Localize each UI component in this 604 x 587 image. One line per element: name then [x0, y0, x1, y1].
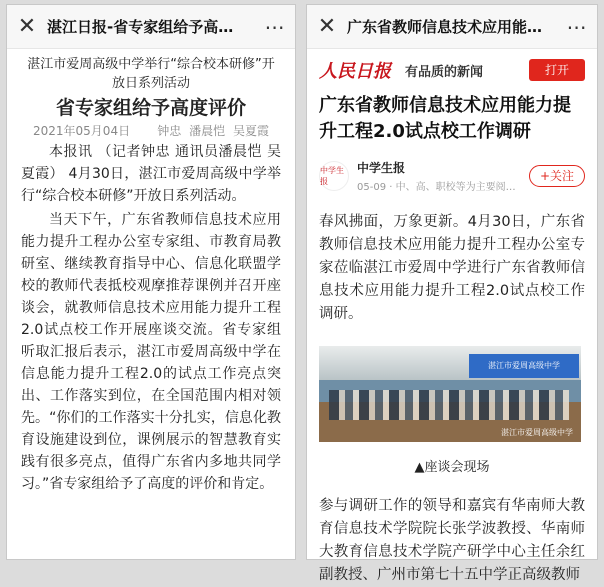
author-name: 潘晨恺 [189, 124, 226, 138]
photo-attendees [329, 390, 569, 420]
app-banner [319, 51, 585, 89]
open-app-button[interactable]: 打开 [529, 59, 585, 81]
author-name: 钟忠 [157, 124, 182, 138]
article-headline: 广东省教师信息技术应用能力提升工程2.0试点校工作调研 [319, 95, 571, 142]
article-date: 2021年05月04日 [33, 124, 131, 138]
left-article-screen [6, 4, 296, 560]
photo-caption: ▲座谈会现场 [414, 460, 490, 475]
article-authors [153, 122, 269, 139]
article-body [307, 51, 597, 587]
follow-button[interactable]: +关注 [529, 165, 585, 187]
more-icon[interactable]: ⋯ [566, 14, 588, 39]
right-navbar [307, 5, 597, 49]
right-article-screen [306, 4, 598, 583]
article-paragraph: 春风拂面，万象更新。4月30日，广东省教师信息技术应用能力提升工程办公室专家莅临湛江市爱周中学进行广东省教师信息技术应用能力提升工程2.0试点校工作调研。 [319, 214, 585, 322]
page-title: 湛江日报-省专家组给予高… [47, 18, 234, 36]
author-row [319, 159, 585, 193]
page-title: 广东省教师信息技术应用能… [347, 18, 543, 36]
banner-slogan: 有品质的新闻 [405, 64, 484, 80]
article-paragraph: 当天下午，广东省教师信息技术应用能力提升工程办公室专家组、市教育局教研室、继续教育指导中心、信息化联盟学校的教师代表抵校观摩推荐课例并召开座谈会，就教师信息技术应用能力提升工程2.0试点校工作开展座谈交流。省专家组听取汇报后表示，湛江市爱周高级中学在信息能力提升工程2.0的试点工作亮点突出、工作落实到位，在全国范围内相对领先。“你们的工作落实十分扎实，信息化教育设施建设到位，课例展示的智慧教育实践有很多亮点，值得广东省内多地共同学习。”省专家组给予了高度的评价和肯定。 [21, 212, 281, 492]
avatar[interactable]: 中学生报 [319, 161, 349, 191]
photo-watermark: 湛江市爱周高级中学 [501, 428, 573, 437]
article-meta [21, 122, 281, 139]
author-info [357, 159, 529, 193]
article-body [7, 49, 295, 495]
article-paragraph: 参与调研工作的领导和嘉宾有华南师大教育信息技术学院院长张学波教授、华南师大教育信息技术学院产研学中心主任余红副教授、广州市第七十五中学正高级教师 [319, 498, 585, 583]
author-name[interactable]: 中学生报 [357, 161, 406, 175]
close-icon[interactable]: ✕ [317, 14, 337, 39]
left-navbar [7, 5, 295, 49]
close-icon[interactable]: ✕ [17, 14, 37, 39]
article-paragraph: 本报讯 （记者钟忠 通讯员潘晨恺 吴夏霞） 4月30日，湛江市爱周高级中学举行“综合校本研修”开放日系列活动。 [21, 144, 281, 204]
author-name: 吴夏霞 [232, 124, 269, 138]
people-daily-logo: 人民日报 [319, 61, 391, 82]
photo-banner: 湛江市爱周高级中学 [469, 354, 579, 378]
meeting-photo[interactable] [319, 346, 581, 442]
article-headline: 省专家组给予高度评价 [55, 97, 246, 119]
article-kicker: 湛江市爱周高级中学举行“综合校本研修”开放日系列活动 [27, 57, 275, 91]
more-icon[interactable]: ⋯ [264, 14, 286, 39]
author-subtitle: 05-09 · 中、高、职校等为主要阅… [357, 182, 516, 193]
